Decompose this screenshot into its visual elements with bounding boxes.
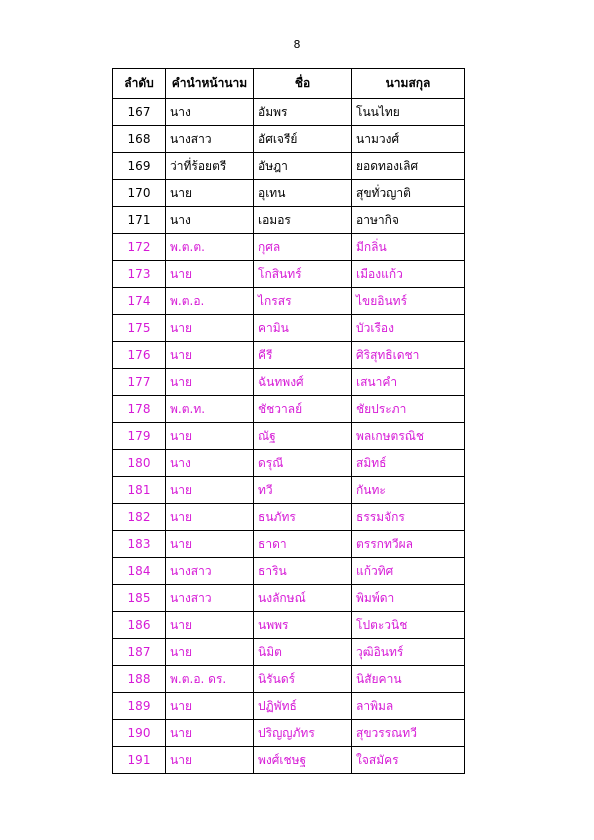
row-number: 176 (113, 342, 166, 369)
table-row (113, 477, 465, 504)
row-last-name: ศิริสุทธิเดชา (352, 342, 465, 369)
row-last-name: โปตะวนิช (352, 612, 465, 639)
row-number: 191 (113, 747, 166, 774)
row-first-name: ปริญญภัทร (254, 720, 352, 747)
row-first-name: เอมอร (254, 207, 352, 234)
row-number: 177 (113, 369, 166, 396)
row-title: นาย (166, 531, 254, 558)
row-first-name: ทวี (254, 477, 352, 504)
row-first-name: ธนภัทร (254, 504, 352, 531)
table-row (113, 207, 465, 234)
table-row (113, 261, 465, 288)
row-title: พ.ต.อ. ดร. (166, 666, 254, 693)
table-row (113, 450, 465, 477)
table-row (113, 369, 465, 396)
row-last-name: ธรรมจักร (352, 504, 465, 531)
row-first-name: นิรันดร์ (254, 666, 352, 693)
row-last-name: กันทะ (352, 477, 465, 504)
row-number: 167 (113, 99, 166, 126)
row-title: ว่าที่ร้อยตรี (166, 153, 254, 180)
table-row (113, 99, 465, 126)
row-title: พ.ต.อ. (166, 288, 254, 315)
row-first-name: ณัฐ (254, 423, 352, 450)
row-first-name: อัศเจรีย์ (254, 126, 352, 153)
table-row (113, 531, 465, 558)
name-list-table (112, 68, 465, 774)
table-row (113, 288, 465, 315)
row-last-name: ตรรกทวีผล (352, 531, 465, 558)
row-number: 180 (113, 450, 166, 477)
row-first-name: นิมิต (254, 639, 352, 666)
row-title: นาย (166, 342, 254, 369)
row-first-name: คีรี (254, 342, 352, 369)
table-row (113, 720, 465, 747)
row-first-name: นพพร (254, 612, 352, 639)
header-last-name: นามสกุล (352, 69, 465, 99)
row-last-name: ใจสมัคร (352, 747, 465, 774)
row-title: นาย (166, 180, 254, 207)
table-row (113, 423, 465, 450)
row-number: 182 (113, 504, 166, 531)
row-title: นาย (166, 504, 254, 531)
row-first-name: นงลักษณ์ (254, 585, 352, 612)
table-body (113, 99, 465, 774)
row-last-name: สุขทั่วญาติ (352, 180, 465, 207)
row-title: นางสาว (166, 585, 254, 612)
row-title: นาย (166, 477, 254, 504)
row-last-name: บัวเรือง (352, 315, 465, 342)
row-number: 183 (113, 531, 166, 558)
table-row (113, 153, 465, 180)
row-number: 175 (113, 315, 166, 342)
row-number: 173 (113, 261, 166, 288)
row-number: 188 (113, 666, 166, 693)
row-last-name: แก้วทิศ (352, 558, 465, 585)
row-number: 186 (113, 612, 166, 639)
row-last-name: นิสัยคาน (352, 666, 465, 693)
row-number: 168 (113, 126, 166, 153)
row-title: นาย (166, 693, 254, 720)
row-last-name: มีกลิ่น (352, 234, 465, 261)
row-number: 169 (113, 153, 166, 180)
row-number: 172 (113, 234, 166, 261)
table-row (113, 234, 465, 261)
row-number: 190 (113, 720, 166, 747)
table-row (113, 693, 465, 720)
row-last-name: วุฒิอินทร์ (352, 639, 465, 666)
row-title: พ.ต.ต. (166, 234, 254, 261)
row-title: นาย (166, 369, 254, 396)
row-title: นาย (166, 720, 254, 747)
row-first-name: พงศ์เชษฐ (254, 747, 352, 774)
table-row (113, 180, 465, 207)
row-number: 171 (113, 207, 166, 234)
row-number: 181 (113, 477, 166, 504)
row-title: นางสาว (166, 126, 254, 153)
row-first-name: ปฏิพัทธ์ (254, 693, 352, 720)
row-last-name: เมืองแก้ว (352, 261, 465, 288)
row-number: 185 (113, 585, 166, 612)
row-last-name: เสนาคำ (352, 369, 465, 396)
row-first-name: อัษฎา (254, 153, 352, 180)
row-title: นาย (166, 423, 254, 450)
row-last-name: อาษากิจ (352, 207, 465, 234)
table-row (113, 504, 465, 531)
row-title: นาง (166, 99, 254, 126)
row-last-name: ลาพิมล (352, 693, 465, 720)
table-row (113, 342, 465, 369)
row-title: นาย (166, 612, 254, 639)
row-first-name: ธาริน (254, 558, 352, 585)
row-first-name: ไกรสร (254, 288, 352, 315)
row-title: พ.ต.ท. (166, 396, 254, 423)
row-last-name: ชัยประภา (352, 396, 465, 423)
table-row (113, 585, 465, 612)
row-number: 170 (113, 180, 166, 207)
row-last-name: ยอดทองเลิศ (352, 153, 465, 180)
row-last-name: สมิทธ์ (352, 450, 465, 477)
row-number: 179 (113, 423, 166, 450)
row-last-name: ไขยอินทร์ (352, 288, 465, 315)
header-first-name: ชื่อ (254, 69, 352, 99)
row-first-name: คามิน (254, 315, 352, 342)
page-number: 8 (293, 38, 301, 51)
row-last-name: พลเกษตรณิช (352, 423, 465, 450)
row-first-name: กุศล (254, 234, 352, 261)
header-title: คำนำหน้านาม (166, 69, 254, 99)
row-title: นาง (166, 207, 254, 234)
row-title: นาย (166, 747, 254, 774)
row-first-name: อัมพร (254, 99, 352, 126)
table-row (113, 639, 465, 666)
row-first-name: อุเทน (254, 180, 352, 207)
row-first-name: ชัชวาลย์ (254, 396, 352, 423)
row-first-name: ฉันทพงศ์ (254, 369, 352, 396)
row-number: 184 (113, 558, 166, 585)
row-number: 178 (113, 396, 166, 423)
row-last-name: สุขวรรณทวี (352, 720, 465, 747)
header-order: ลำดับ (113, 69, 166, 99)
row-last-name: พิมพ์ดา (352, 585, 465, 612)
table-row (113, 612, 465, 639)
table-header-row (113, 69, 465, 99)
row-first-name: ดรุณี (254, 450, 352, 477)
row-last-name: โนนไทย (352, 99, 465, 126)
row-number: 174 (113, 288, 166, 315)
row-title: นาง (166, 450, 254, 477)
table-row (113, 126, 465, 153)
table-row (113, 747, 465, 774)
table-row (113, 315, 465, 342)
row-number: 189 (113, 693, 166, 720)
table-row (113, 666, 465, 693)
row-title: นางสาว (166, 558, 254, 585)
row-last-name: นามวงศ์ (352, 126, 465, 153)
row-first-name: ธาดา (254, 531, 352, 558)
row-title: นาย (166, 261, 254, 288)
table-row (113, 396, 465, 423)
row-title: นาย (166, 315, 254, 342)
row-first-name: โกสินทร์ (254, 261, 352, 288)
row-number: 187 (113, 639, 166, 666)
table-row (113, 558, 465, 585)
row-title: นาย (166, 639, 254, 666)
